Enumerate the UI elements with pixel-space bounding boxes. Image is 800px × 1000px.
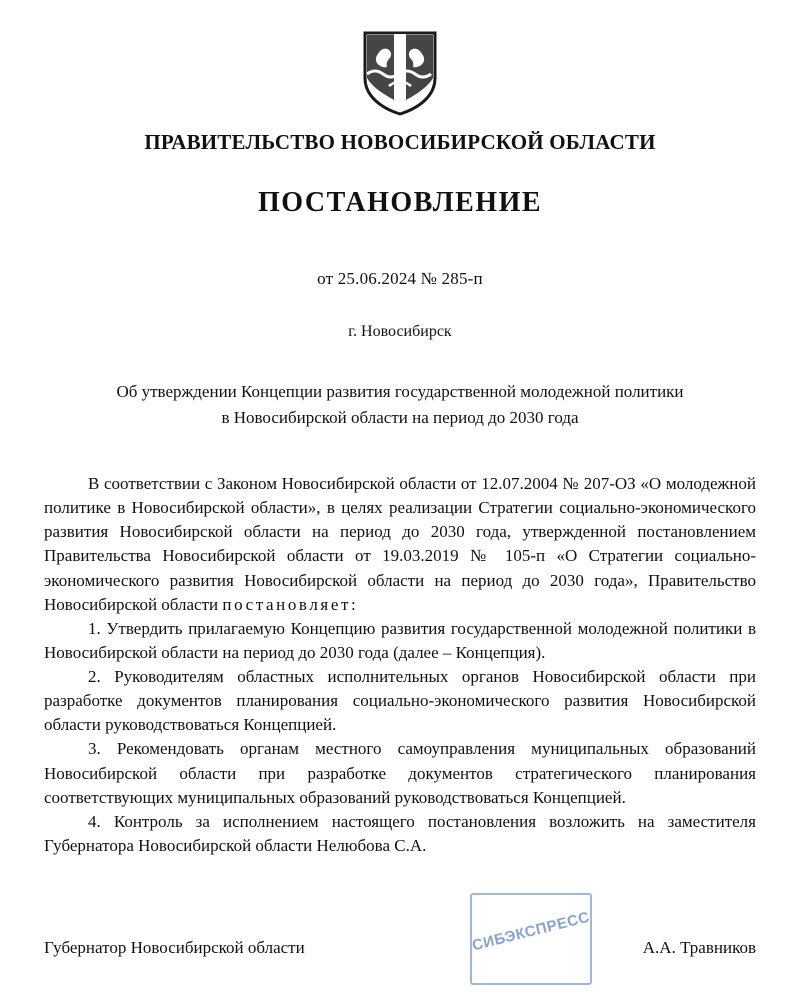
paragraph-item-1: 1. Утвердить прилагаемую Концепцию развития государственной молодежной политики в Новосибирской области на период до 2030 года (далее – Концепция). xyxy=(44,618,756,662)
novosibirsk-oblast-coat-of-arms-icon xyxy=(361,30,439,116)
preamble-text-before: В соответствии с Законом Новосибирской области от 12.07.2004 № 207-ОЗ «О молодежной политике в Новосибирской области», в целях реализации Стратегии социально-экономического развития Новосибирской области на период до 2030 года, утвержденной постановлением Правительства Новосибирской области от 19.03.2019 № 105-п «О Стратегии социально-экономического развития Новосибирской области на период до 2030 года», Правительство Новосибирской области xyxy=(44,474,756,614)
document-subject xyxy=(44,379,756,430)
paragraph-item-3: 3. Рекомендовать органам местного самоуправления муниципальных образований Новосибирской области при разработке документов стратегического планирования соответствующих муниципальных образований руководствоваться Концепцией. xyxy=(44,739,756,807)
government-title: ПРАВИТЕЛЬСТВО НОВОСИБИРСКОЙ ОБЛАСТИ xyxy=(144,130,656,154)
signatory-name: А.А. Травников xyxy=(642,938,756,957)
preamble-text-after: : xyxy=(351,594,356,614)
paragraph-preamble xyxy=(44,472,756,617)
stamp-text: СИБЭКСПРЕСС xyxy=(470,908,592,955)
document-body xyxy=(44,472,756,858)
paragraph-item-4: 4. Контроль за исполнением настоящего постановления возложить на заместителя Губернатора Новосибирской области Нелюбова С.А. xyxy=(44,811,756,855)
paragraph-item-2: 2. Руководителям областных исполнительных органов Новосибирской области при разработке документов планирования социально-экономического развития Новосибирской области руководствоваться Концепцией. xyxy=(44,667,756,735)
preamble-spaced-word: постановляет xyxy=(222,594,352,614)
document-type-heading: ПОСТАНОВЛЕНИЕ xyxy=(257,187,543,218)
signature-row xyxy=(44,938,756,958)
document-subject-line-1: Об утверждении Концепции развития государственной молодежной политики xyxy=(116,382,684,401)
document-subject-line-2: в Новосибирской области на период до 2030 года xyxy=(221,407,579,427)
document-city: г. Новосибирск xyxy=(348,323,452,340)
coat-of-arms-container xyxy=(44,30,756,116)
signatory-position: Губернатор Новосибирской области xyxy=(44,938,305,957)
document-number: от 25.06.2024 № 285-п xyxy=(317,269,483,288)
